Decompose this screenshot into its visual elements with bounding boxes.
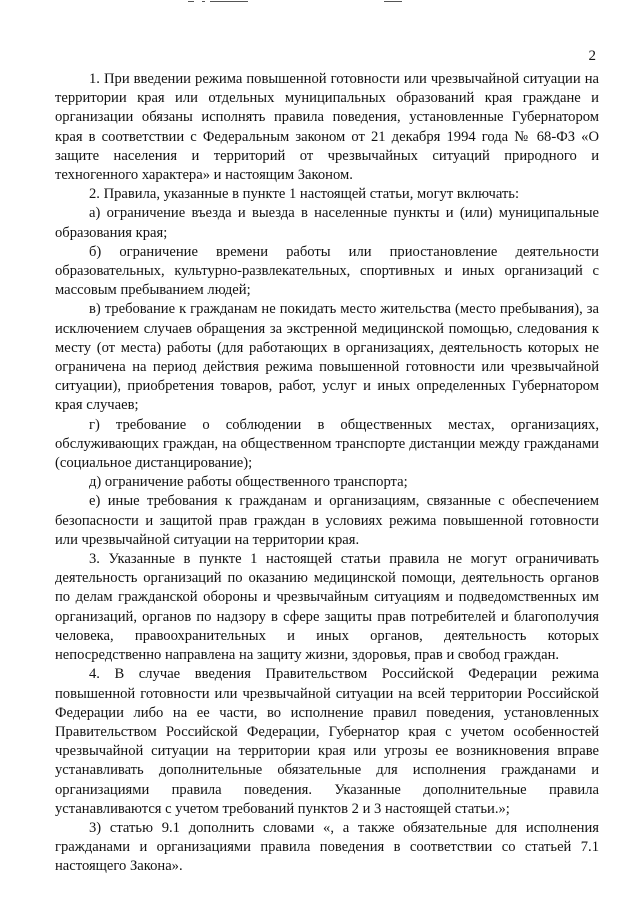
top-edge-marks <box>188 0 428 4</box>
paragraph-subitem-e: е) иные требования к гражданам и организациям, связанные с обеспечением безопасности и защитой прав граждан в условиях режима повышенной готовности или чрезвычайной ситуации на территории края. <box>55 493 599 548</box>
paragraph-item-3: 3. Указанные в пункте 1 настоящей статьи правила не могут ограничивать деятельность организаций по оказанию медицинской помощи, деятельность органов по делам гражданской обороны и чрезвычайным ситуациям и подведомственных им организаций, органов по надзору в сфере защиты прав потребителей и благополучия человека, правоохранительных и иных органов, деятельность которых непосредственно направлена на защиту жизни, здоровья, прав и свобод граждан. <box>55 551 599 664</box>
paragraph-item-4: 4. В случае введения Правительством Российской Федерации режима повышенной готовности или чрезвычайной ситуации на всей территории Российской Федерации либо на ее части, во исполнение правил поведения, установленных Правительством Российской Федерации, Губернатор края с учетом особенностей чрезвычайной ситуации на территории края или угрозы ее возникновения вправе устанавливать дополнительные обязательные для исполнения гражданами и организациями правила поведения. Указанные дополнительные правила устанавливаются с учетом требований пунктов 2 и 3 настоящей статьи.»; <box>55 666 599 817</box>
paragraph-subitem-v: в) требование к гражданам не покидать место жительства (место пребывания), за исключением случаев обращения за экстренной медицинской помощью, следования к месту (от места) работы (для работающих в организациях, деятельность которых не ограничена на период действия режима повышенной готовности или чрезвычайной ситуации), приобретения товаров, работ, услуг и иных определенных Губернатором края случаев; <box>55 301 599 414</box>
paragraph-subitem-b: б) ограничение времени работы или приостановление деятельности образовательных, культурно-развлекательных, спортивных и иных организаций с массовым пребыванием людей; <box>55 243 599 299</box>
paragraph-item-2: 2. Правила, указанные в пункте 1 настоящей статьи, могут включать: <box>89 186 520 203</box>
paragraph-subitem-a: а) ограничение въезда и выезда в населенные пункты и (или) муниципальные образования края; <box>55 205 599 241</box>
paragraph-subitem-d: д) ограничение работы общественного транспорта; <box>89 474 408 491</box>
paragraph-subitem-g: г) требование о соблюдении в общественных местах, организациях, обслуживающих граждан, на общественном транспорте дистанции между гражданами (социальное дистанцирование); <box>55 416 599 472</box>
document-body <box>55 70 599 877</box>
paragraph-item-1: 1. При введении режима повышенной готовности или чрезвычайной ситуации на территории края или отдельных муниципальных образований края граждане и организации обязаны исполнять правила поведения, установленные Губернатором края в соответствии с Федеральным законом от 21 декабря 1994 года № 68-ФЗ «О защите населения и территорий от чрезвычайных ситуаций природного и техногенного характера» и настоящим Законом. <box>55 71 599 184</box>
page-number: 2 <box>588 48 596 64</box>
paragraph-amendment-3: 3) статью 9.1 дополнить словами «, а также обязательные для исполнения гражданами и организациями правила поведения в соответствии со статьей 7.1 настоящего Закона». <box>55 819 599 875</box>
